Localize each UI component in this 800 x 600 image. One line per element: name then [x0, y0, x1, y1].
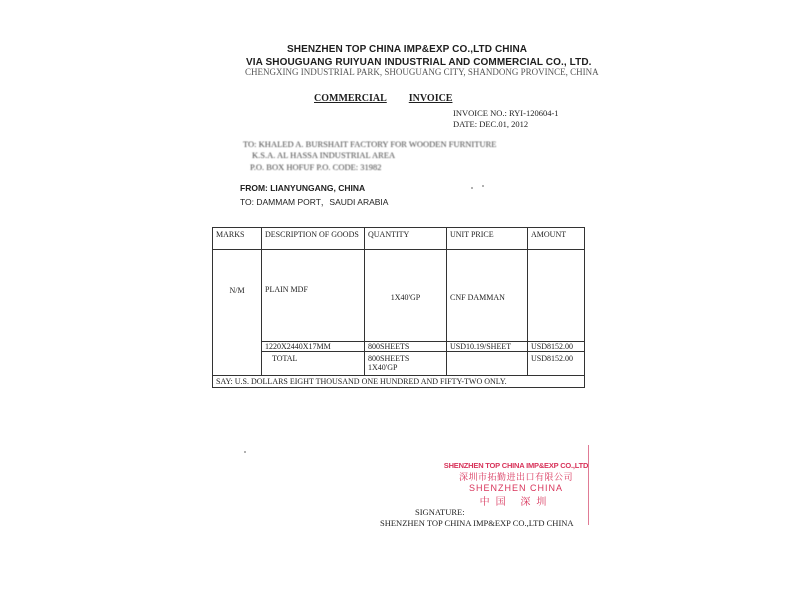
- marks-cell: N/M: [213, 250, 262, 376]
- col-marks: MARKS: [213, 228, 262, 250]
- consignee-line-3: P.O. BOX HOFUF P.O. CODE: 31982: [250, 162, 382, 172]
- signature-company: SHENZHEN TOP CHINA IMP&EXP CO.,LTD CHINA: [380, 518, 574, 528]
- total-unit-empty: [447, 352, 528, 376]
- amount-cell: USD8152.00: [528, 342, 585, 352]
- stamp-city-cn: 中国 深圳: [479, 497, 553, 508]
- invoice-number: INVOICE NO.: RYI-120604-1: [453, 108, 559, 118]
- stamp-company-cn: 深圳市拓勤进出口有限公司: [458, 472, 573, 482]
- size-cell: 1220X2440X17MM: [262, 342, 365, 352]
- col-amount: AMOUNT: [528, 228, 585, 250]
- company-address-line: CHENGXING INDUSTRIAL PARK, SHOUGUANG CITY, SHANDONG PROVINCE, CHINA: [245, 67, 599, 77]
- total-container: 1X40'GP: [368, 363, 398, 372]
- consignee-line-1: TO: KHALED A. BURSHAIT FACTORY FOR WOODEN FURNITURE: [243, 139, 497, 149]
- total-qty: 800SHEETS: [368, 354, 410, 363]
- table-row: [213, 250, 585, 342]
- qty-cell: 800SHEETS: [365, 342, 447, 352]
- stamp-city-en: SHENZHEN CHINA: [468, 483, 563, 493]
- invoice-table: [212, 227, 585, 388]
- col-quantity: QUANTITY: [365, 228, 447, 250]
- route-to: TO: DAMMAM PORT，SAUDI ARABIA: [240, 197, 389, 207]
- company-stamp: [440, 461, 592, 509]
- table-row: [213, 342, 585, 352]
- col-unit-price: UNIT PRICE: [447, 228, 528, 250]
- invoice-date: DATE: DEC.01, 2012: [453, 119, 529, 129]
- consignee-line-2: K.S.A. AL HASSA INDUSTRIAL AREA: [252, 150, 396, 160]
- company-name-line: SHENZHEN TOP CHINA IMP&EXP CO.,LTD CHINA: [287, 44, 528, 55]
- unit-price-cell: USD10.19/SHEET: [447, 342, 528, 352]
- stamp-company-en: SHENZHEN TOP CHINA IMP&EXP CO.,LTD: [443, 461, 589, 470]
- col-description: DESCRIPTION OF GOODS: [262, 228, 365, 250]
- signature-label: SIGNATURE:: [415, 507, 465, 517]
- amount-in-words: SAY: U.S. DOLLARS EIGHT THOUSAND ONE HUNDRED AND FIFTY-TWO ONLY.: [213, 376, 585, 388]
- total-label: TOTAL: [262, 352, 365, 376]
- total-row: [213, 352, 585, 376]
- company-via-line: VIA SHOUGUANG RUIYUAN INDUSTRIAL AND COMMERCIAL CO., LTD.: [246, 57, 592, 68]
- total-qty-cell: [365, 352, 447, 376]
- title-word-invoice: INVOICE: [408, 93, 453, 104]
- term-cell: CNF DAMMAN: [447, 250, 528, 342]
- container-cell: 1X40'GP: [365, 250, 447, 342]
- say-row: [213, 376, 585, 388]
- route-from: FROM: LIANYUNGANG, CHINA: [240, 183, 366, 193]
- edge-stamp-fragment: [588, 445, 609, 525]
- document-title: [314, 93, 452, 104]
- title-word-commercial: COMMERCIAL: [314, 93, 387, 104]
- amount-empty-cell: [528, 250, 585, 342]
- description-cell: PLAIN MDF: [262, 250, 365, 342]
- total-amount: USD8152.00: [528, 352, 585, 376]
- table-header-row: [213, 228, 585, 250]
